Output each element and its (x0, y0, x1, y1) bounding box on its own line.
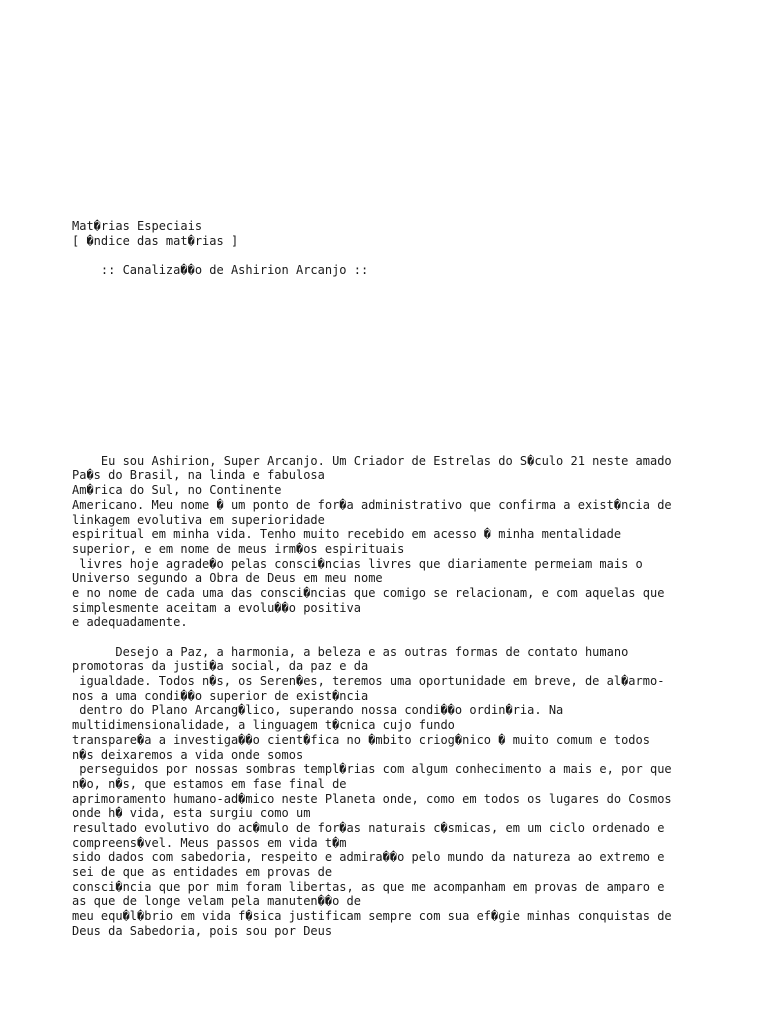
text-line: superior, e em nome de meus irm�os espirituais (72, 541, 405, 556)
index-link[interactable]: [ �ndice das mat�rias ] (72, 233, 239, 248)
text-line: igualdade. Todos n�s, os Seren�es, teremos uma oportunidade em breve, de al�armo- (72, 674, 665, 689)
text-line: Universo segundo a Obra de Deus em meu nome (72, 571, 383, 586)
text-line: meu equ�l�brio em vida f�sica justificam sempre com sua ef�gie minhas conquistas de (72, 909, 672, 924)
paragraph-1 (72, 454, 732, 630)
section-title: Mat�rias Especiais (72, 219, 203, 233)
text-line: transpare�a a investiga��o cient�fica no �mbito criog�nico � muito comum e todos (72, 732, 650, 747)
text-line: Pa�s do Brasil, na linda e fabulosa (72, 468, 325, 483)
text-line: perseguidos por nossas sombras templ�rias com algum conhecimento a mais e, por que (72, 762, 672, 777)
text-line: livres hoje agrade�o pelas consci�ncias livres que diariamente permeiam mais o (72, 556, 643, 571)
text-line: simplesmente aceitam a evolu��o positiva (72, 600, 361, 615)
text-line: sido dados com sabedoria, respeito e admira��o pelo mundo da natureza ao extremo e (72, 850, 665, 865)
paragraph-2 (72, 645, 732, 939)
text-line: Deus da Sabedoria, pois sou por Deus (72, 923, 333, 938)
text-line: dentro do Plano Arcang�lico, superando nossa condi��o ordin�ria. Na (72, 703, 564, 718)
text-line: espiritual em minha vida. Tenho muito recebido em acesso � minha mentalidade (72, 527, 622, 542)
spacer (72, 248, 732, 263)
text-line: aprimoramento humano-ad�mico neste Planeta onde, como em todos os lugares do Cosmos (72, 791, 672, 806)
text-line: n�s deixaremos a vida onde somos (72, 747, 304, 762)
text-line: Eu sou Ashirion, Super Arcanjo. Um Criador de Estrelas do S�culo 21 neste amado (72, 453, 672, 468)
text-line: compreens�vel. Meus passos em vida t�m (72, 835, 347, 850)
text-line: Desejo a Paz, a harmonia, a beleza e as outras formas de contato humano (72, 644, 629, 659)
text-line: e adequadamente. (72, 615, 188, 630)
text-line: n�o, n�s, que estamos em fase final de (72, 776, 347, 791)
text-line: consci�ncia que por mim foram libertas, as que me acompanham em provas de amparo e (72, 879, 665, 894)
text-line: as que de longe velam pela manuten��o de (72, 894, 361, 909)
text-line: e no nome de cada uma das consci�ncias que comigo se relacionam, e com aquelas que (72, 585, 665, 600)
text-line: promotoras da justi�a social, da paz e da (72, 659, 369, 674)
text-line: linkagem evolutiva em superioridade (72, 512, 325, 527)
text-line: sei de que as entidades em provas de (72, 865, 333, 879)
text-line: onde h� vida, esta surgiu como um (72, 806, 311, 821)
channeling-subtitle: :: Canaliza��o de Ashirion Arcanjo :: (72, 263, 369, 278)
text-line: multidimensionalidade, a linguagem t�cnica cujo fundo (72, 718, 455, 733)
blank-area (72, 278, 732, 454)
text-line: nos a uma condi��o superior de exist�ncia (72, 688, 369, 703)
document-body (72, 219, 732, 938)
spacer (72, 630, 732, 645)
text-line: Americano. Meu nome � um ponto de for�a administrativo que confirma a exist�ncia de (72, 497, 672, 512)
text-line: Am�rica do Sul, no Continente (72, 483, 282, 498)
text-line: resultado evolutivo do ac�mulo de for�as naturais c�smicas, em um ciclo ordenado e (72, 820, 665, 835)
